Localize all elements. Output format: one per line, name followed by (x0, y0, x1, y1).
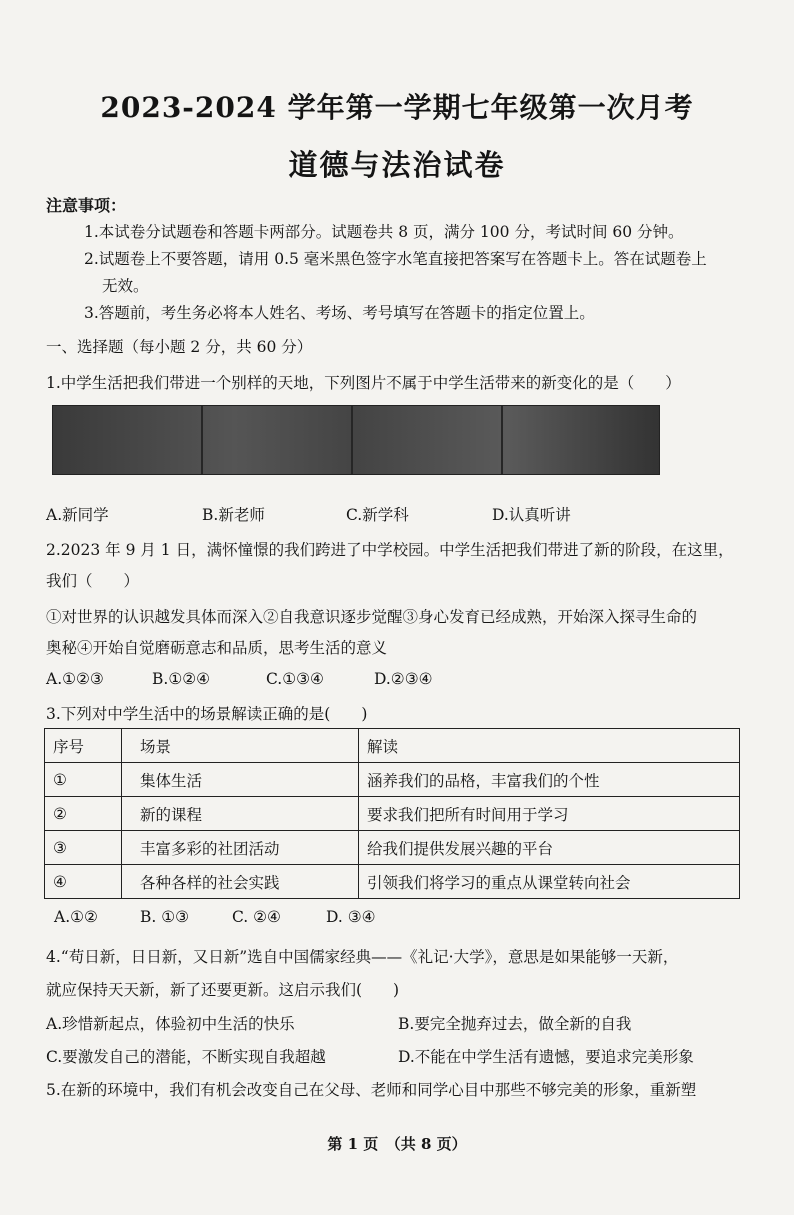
table-cell: 涵养我们的品格，丰富我们的个性 (359, 763, 740, 797)
q4-stem: 就应保持天天新，新了还要更新。这启示我们( ) (46, 981, 400, 999)
q2-option: C.①③④ (266, 670, 324, 688)
table-cell: ② (45, 797, 122, 831)
table-cell: 新的课程 (122, 797, 359, 831)
notice-item: 无效。 (102, 277, 149, 295)
exam-title: 2023-2024 学年第一学期七年级第一次月考 (100, 91, 694, 124)
q2-stem: 2.2023 年 9 月 1 日，满怀憧憬的我们跨进了中学校园。中学生活把我们带进了新的阶段，在这里， (46, 541, 734, 559)
table-cell: 引领我们将学习的重点从课堂转向社会 (359, 865, 740, 899)
table-cell: 集体生活 (122, 763, 359, 797)
q2-statement: ①对世界的认识越发具体而深入②自我意识逐步觉醒③身心发育已经成熟，开始深入探寻生命的 (46, 608, 698, 626)
q1-pictures (52, 405, 660, 475)
notice-item: 1.本试卷分试题卷和答题卡两部分。试题卷共 8 页，满分 100 分，考试时间 60 分钟。 (84, 223, 684, 241)
table-row (45, 797, 740, 831)
q1-stem: 1.中学生活把我们带进一个别样的天地，下列图片不属于中学生活带来的新变化的是（ ） (46, 374, 681, 392)
q2-option: A.①②③ (46, 670, 104, 688)
q2-stem: 我们（ ） (46, 572, 140, 590)
page-footer: 第 1 页 （共 8 页） (327, 1135, 467, 1153)
table-header: 场景 (122, 729, 359, 763)
table-header: 解读 (359, 729, 740, 763)
table-header-row (45, 729, 740, 763)
q2-statement: 奥秘④开始自觉磨砺意志和品质，思考生活的意义 (46, 639, 388, 657)
q1-option: B.新老师 (202, 506, 265, 524)
q2-option: D.②③④ (374, 670, 433, 688)
table-cell: 各种各样的社会实践 (122, 865, 359, 899)
q3-option: C. ②④ (232, 908, 281, 926)
q3-option: D. ③④ (326, 908, 376, 926)
q3-stem: 3.下列对中学生活中的场景解读正确的是( ) (46, 705, 368, 723)
q3-option: A.①② (54, 908, 98, 926)
q1-option: C.新学科 (346, 506, 409, 524)
notice-heading: 注意事项： (46, 196, 127, 215)
q3-table (44, 728, 740, 899)
table-cell: ③ (45, 831, 122, 865)
table-cell: ① (45, 763, 122, 797)
q4-option: D.不能在中学生活有遗憾，要追求完美形象 (398, 1048, 694, 1066)
table-cell: 要求我们把所有时间用于学习 (359, 797, 740, 831)
section-title: 一、选择题（每小题 2 分，共 60 分） (46, 338, 313, 356)
q4-option: B.要完全抛弃过去，做全新的自我 (398, 1015, 632, 1033)
table-header: 序号 (45, 729, 122, 763)
table-cell: 丰富多彩的社团活动 (122, 831, 359, 865)
q1-option: A.新同学 (46, 506, 109, 524)
notice-item: 2.试题卷上不要答题，请用 0.5 毫米黑色签字水笔直接把答案写在答题卡上。答在试题卷上 (84, 250, 707, 268)
table-cell: ④ (45, 865, 122, 899)
q1-option: D.认真听讲 (492, 506, 571, 524)
q4-option: C.要激发自己的潜能，不断实现自我超越 (46, 1048, 326, 1066)
table-cell: 给我们提供发展兴趣的平台 (359, 831, 740, 865)
exam-subtitle: 道德与法治试卷 (288, 148, 506, 182)
q4-stem: 4.“苟日新，日日新，又日新”选自中国儒家经典——《礼记·大学》，意思是如果能够一天新， (46, 948, 679, 966)
notice-item: 3.答题前，考生务必将本人姓名、考场、考号填写在答题卡的指定位置上。 (84, 304, 595, 322)
q3-option: B. ①③ (140, 908, 190, 926)
q5-stem: 5.在新的环境中，我们有机会改变自己在父母、老师和同学心目中那些不够完美的形象，重新塑 (46, 1081, 697, 1099)
q2-option: B.①②④ (152, 670, 211, 688)
q4-option: A.珍惜新起点，体验初中生活的快乐 (46, 1015, 295, 1033)
table-row (45, 763, 740, 797)
table-row (45, 831, 740, 865)
table-row (45, 865, 740, 899)
